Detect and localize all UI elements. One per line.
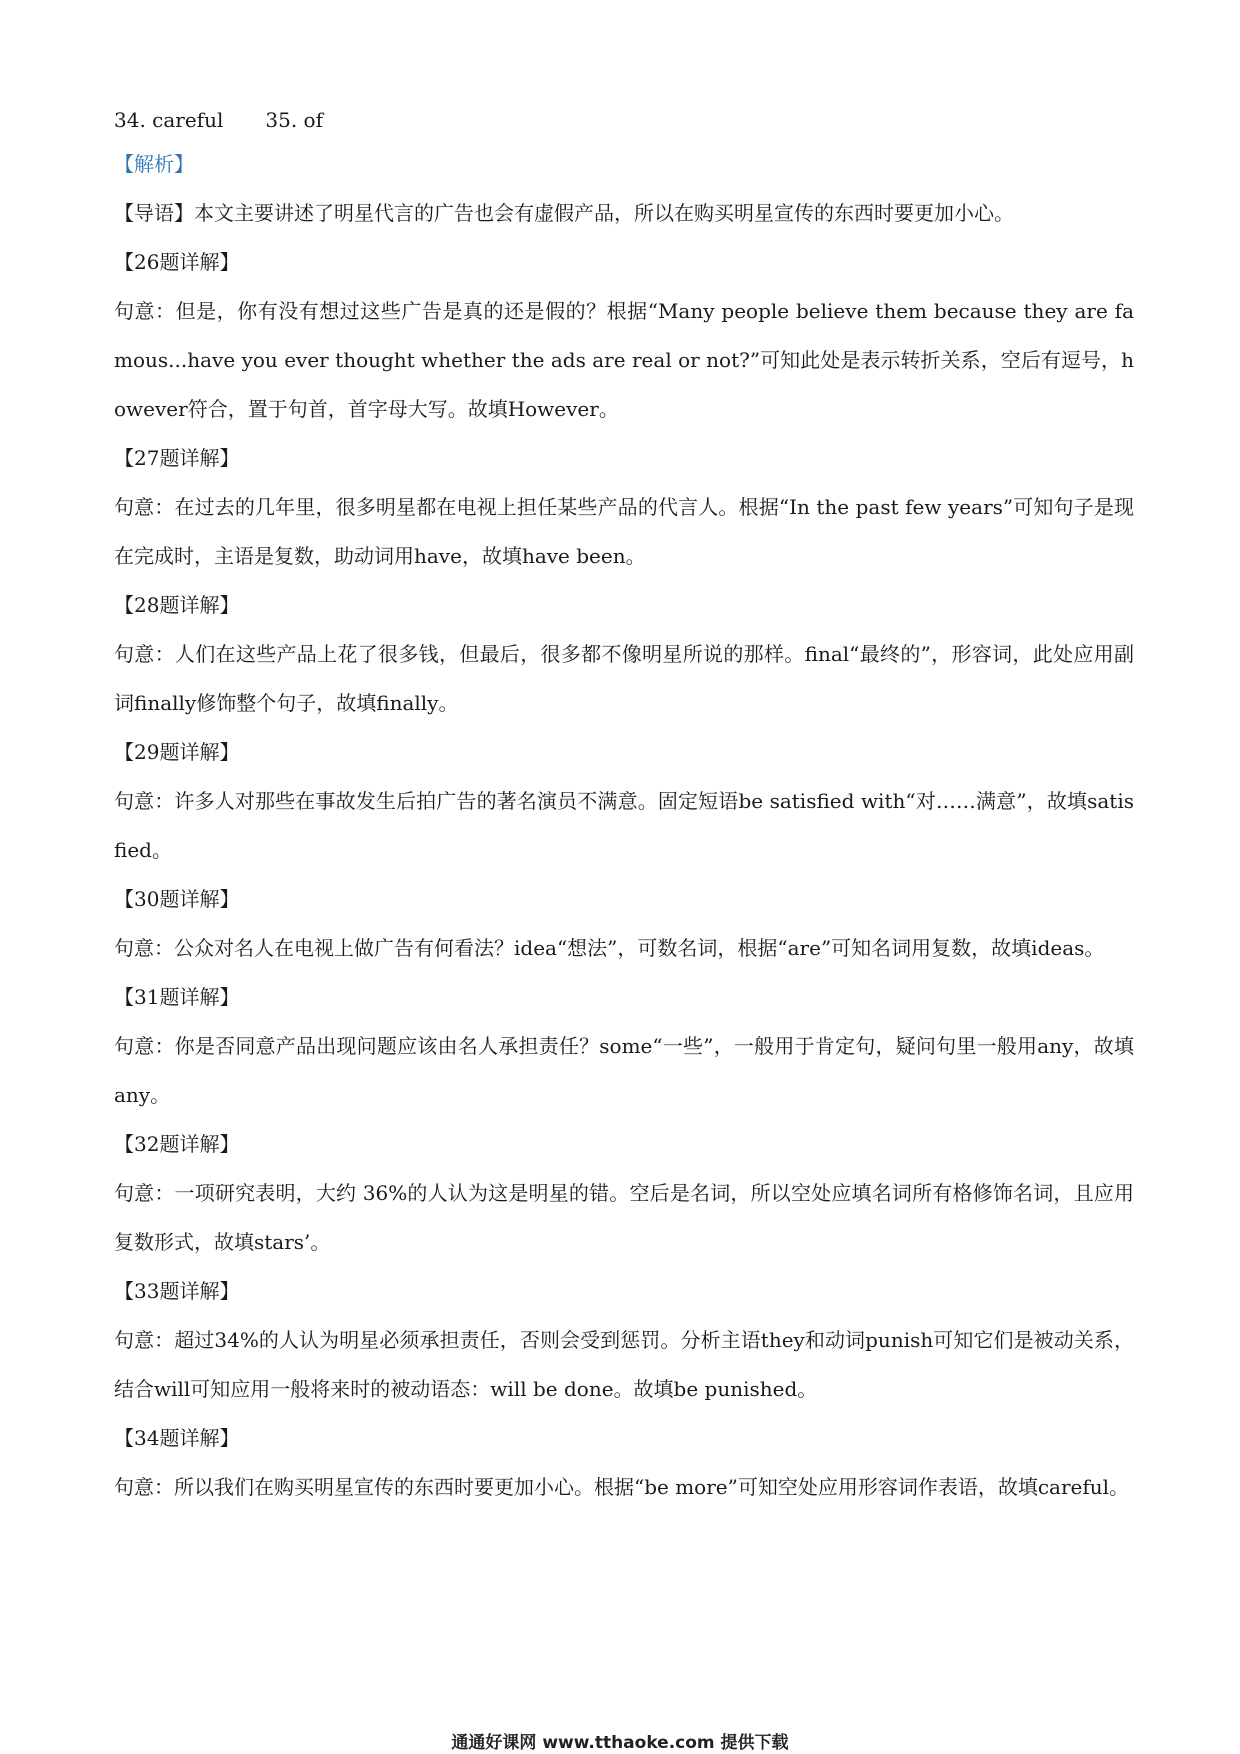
answer-line xyxy=(114,100,1134,140)
item-explanation: 句意：许多人对那些在事故发生后拍广告的著名演员不满意。固定短语be satisfied with“对……满意”，故填satisfied。 xyxy=(114,789,1134,862)
item-header: 【30题详解】 xyxy=(114,887,240,911)
item-34 xyxy=(114,1414,1134,1512)
item-explanation: 句意：你是否同意产品出现问题应该由名人承担责任？some“一些”，一般用于肯定句，疑问句里一般用any，故填any。 xyxy=(114,1034,1134,1107)
item-header: 【33题详解】 xyxy=(114,1279,240,1303)
item-32 xyxy=(114,1120,1134,1267)
item-header: 【31题详解】 xyxy=(114,985,240,1009)
item-explanation: 句意：在过去的几年里，很多明星都在电视上担任某些产品的代言人。根据“In the past few years”可知句子是现在完成时，主语是复数，助动词用have，故填have been。 xyxy=(114,495,1134,568)
item-header: 【28题详解】 xyxy=(114,593,240,617)
item-31 xyxy=(114,973,1134,1120)
answer-34: 34. careful xyxy=(114,108,224,132)
item-33 xyxy=(114,1267,1134,1414)
item-explanation: 句意：一项研究表明，大约 36%的人认为这是明星的错。空后是名词，所以空处应填名词所有格修饰名词，且应用复数形式，故填stars’。 xyxy=(114,1181,1134,1254)
answer-35: 35. of xyxy=(265,108,323,132)
item-header: 【34题详解】 xyxy=(114,1426,240,1450)
item-explanation: 句意：但是，你有没有想过这些广告是真的还是假的？根据“Many people believe them because they are famous...have you ever thought whether the ads are real or not?”可知此处是表示转折关系，空后有逗号，however符合，置于句首，首字母大写。故填However。 xyxy=(114,299,1134,421)
item-explanation: 句意：公众对名人在电视上做广告有何看法？idea“想法”，可数名词，根据“are”可知名词用复数，故填ideas。 xyxy=(114,936,1105,960)
item-explanation: 句意：所以我们在购买明星宣传的东西时要更加小心。根据“be more”可知空处应用形容词作表语，故填careful。 xyxy=(114,1475,1130,1499)
item-header: 【29题详解】 xyxy=(114,740,240,764)
item-header: 【32题详解】 xyxy=(114,1132,240,1156)
footer-text: 通通好课网 www.tthaoke.com 提供下载 xyxy=(451,1733,789,1753)
intro-paragraph: 【导语】本文主要讲述了明星代言的广告也会有虚假产品，所以在购买明星宣传的东西时要更加小心。 xyxy=(114,201,1014,225)
item-explanation: 句意：人们在这些产品上花了很多钱，但最后，很多都不像明星所说的那样。final“最终的”，形容词，此处应用副词finally修饰整个句子，故填finally。 xyxy=(114,642,1134,715)
item-26 xyxy=(114,238,1134,434)
item-29 xyxy=(114,728,1134,875)
document-page xyxy=(114,100,1134,1512)
item-header: 【26题详解】 xyxy=(114,250,240,274)
item-header: 【27题详解】 xyxy=(114,446,240,470)
item-explanation: 句意：超过34%的人认为明星必须承担责任，否则会受到惩罚。分析主语they和动词punish可知它们是被动关系，结合will可知应用一般将来时的被动语态：will be done。故填be punished。 xyxy=(114,1328,1134,1401)
analysis-tag: 【解析】 xyxy=(114,152,194,176)
item-27 xyxy=(114,434,1134,581)
item-28 xyxy=(114,581,1134,728)
item-30 xyxy=(114,875,1134,973)
